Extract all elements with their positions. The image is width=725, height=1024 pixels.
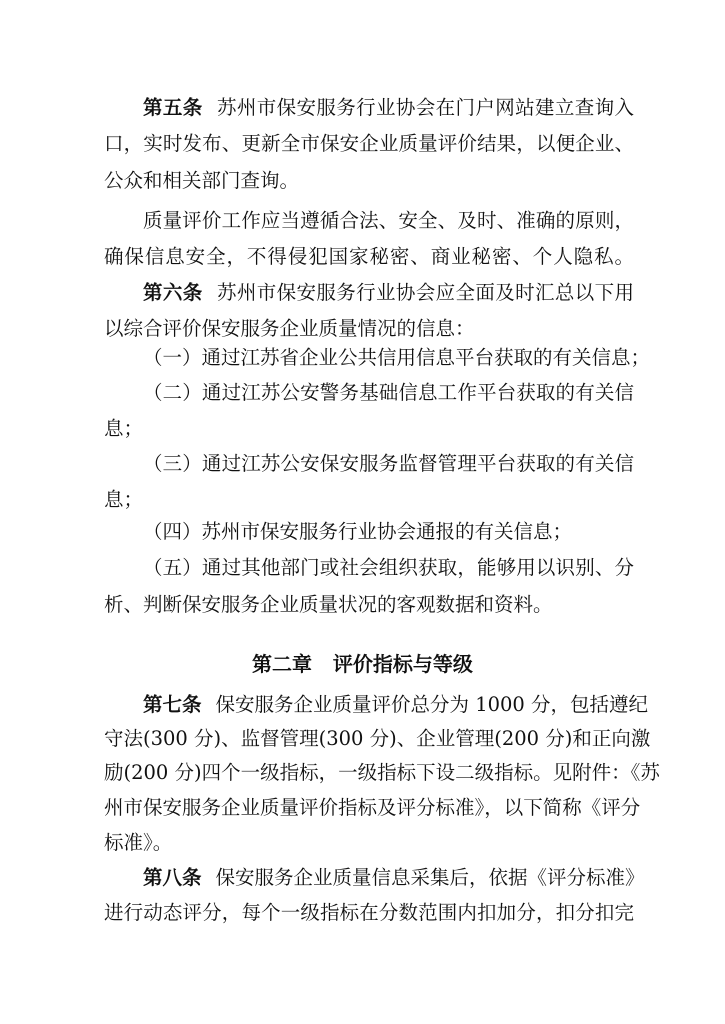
article-8-text-1: 保安服务企业质量信息采集后，依据《评分标准》 (215, 866, 645, 889)
article-6-item-5-line-2: 析、判断保安服务企业质量状况的客观数据和资料。 (104, 593, 553, 616)
article-8-line-1 (143, 862, 645, 894)
article-8-lead: 第八条 (143, 866, 202, 889)
article-7-lead: 第七条 (143, 693, 202, 716)
article-6-item-2-line-2: 息； (104, 417, 144, 440)
article-6-item-3-line-1: （三）通过江苏公安保安服务监督管理平台获取的有关信 (143, 452, 634, 475)
article-6-item-4: （四）苏州市保安服务行业协会通报的有关信息； (143, 520, 573, 543)
article-5-lead: 第五条 (143, 96, 203, 119)
chapter-2-heading: 第二章 评价指标与等级 (252, 652, 473, 676)
article-6-item-1: （一）通过江苏省企业公共信用信息平台获取的有关信息； (143, 346, 651, 369)
article-6-lead: 第六条 (143, 281, 203, 304)
article-7-line-1 (143, 689, 649, 721)
article-6-item-2-line-1: （二）通过江苏公安警务基础信息工作平台获取的有关信 (143, 381, 634, 404)
article-7-line-4: 州市保安服务企业质量评价指标及评分标准》，以下简称《评分 (104, 796, 641, 819)
article-5-text-1: 苏州市保安服务行业协会在门户网站建立查询入 (216, 96, 634, 119)
article-6-line-1 (143, 277, 634, 309)
article-5-line-1 (143, 92, 634, 124)
article-6-item-5-line-1: （五）通过其他部门或社会组织获取，能够用以识别、分 (143, 556, 634, 579)
article-5-line-2: 口，实时发布、更新全市保安企业质量评价结果，以便企业、 (104, 132, 634, 155)
article-7-text-1: 保安服务企业质量评价总分为 1000 分，包括遵纪 (215, 693, 649, 716)
article-6-text-1: 苏州市保安服务行业协会应全面及时汇总以下用 (216, 281, 634, 304)
article-7-line-3: 励(200 分)四个一级指标，一级指标下设二级指标。见附件：《苏 (104, 761, 660, 784)
article-5-para-2-line-1: 质量评价工作应当遵循合法、安全、及时、准确的原则， (143, 209, 634, 232)
article-5-line-3: 公众和相关部门查询。 (104, 169, 300, 192)
article-7-line-5: 标准》。 (104, 831, 173, 854)
article-6-item-3-line-2: 息； (104, 488, 144, 511)
article-6-line-2: 以综合评价保安服务企业质量情况的信息： (104, 317, 475, 340)
article-5-para-2-line-2: 确保信息安全，不得侵犯国家秘密、商业秘密、个人隐私。 (104, 245, 634, 268)
article-7-line-2: 守法(300 分)、监督管理(300 分)、企业管理(200 分)和正向激 (104, 727, 651, 750)
article-8-line-2: 进行动态评分，每个一级指标在分数范围内扣加分，扣分扣完 (104, 901, 634, 924)
